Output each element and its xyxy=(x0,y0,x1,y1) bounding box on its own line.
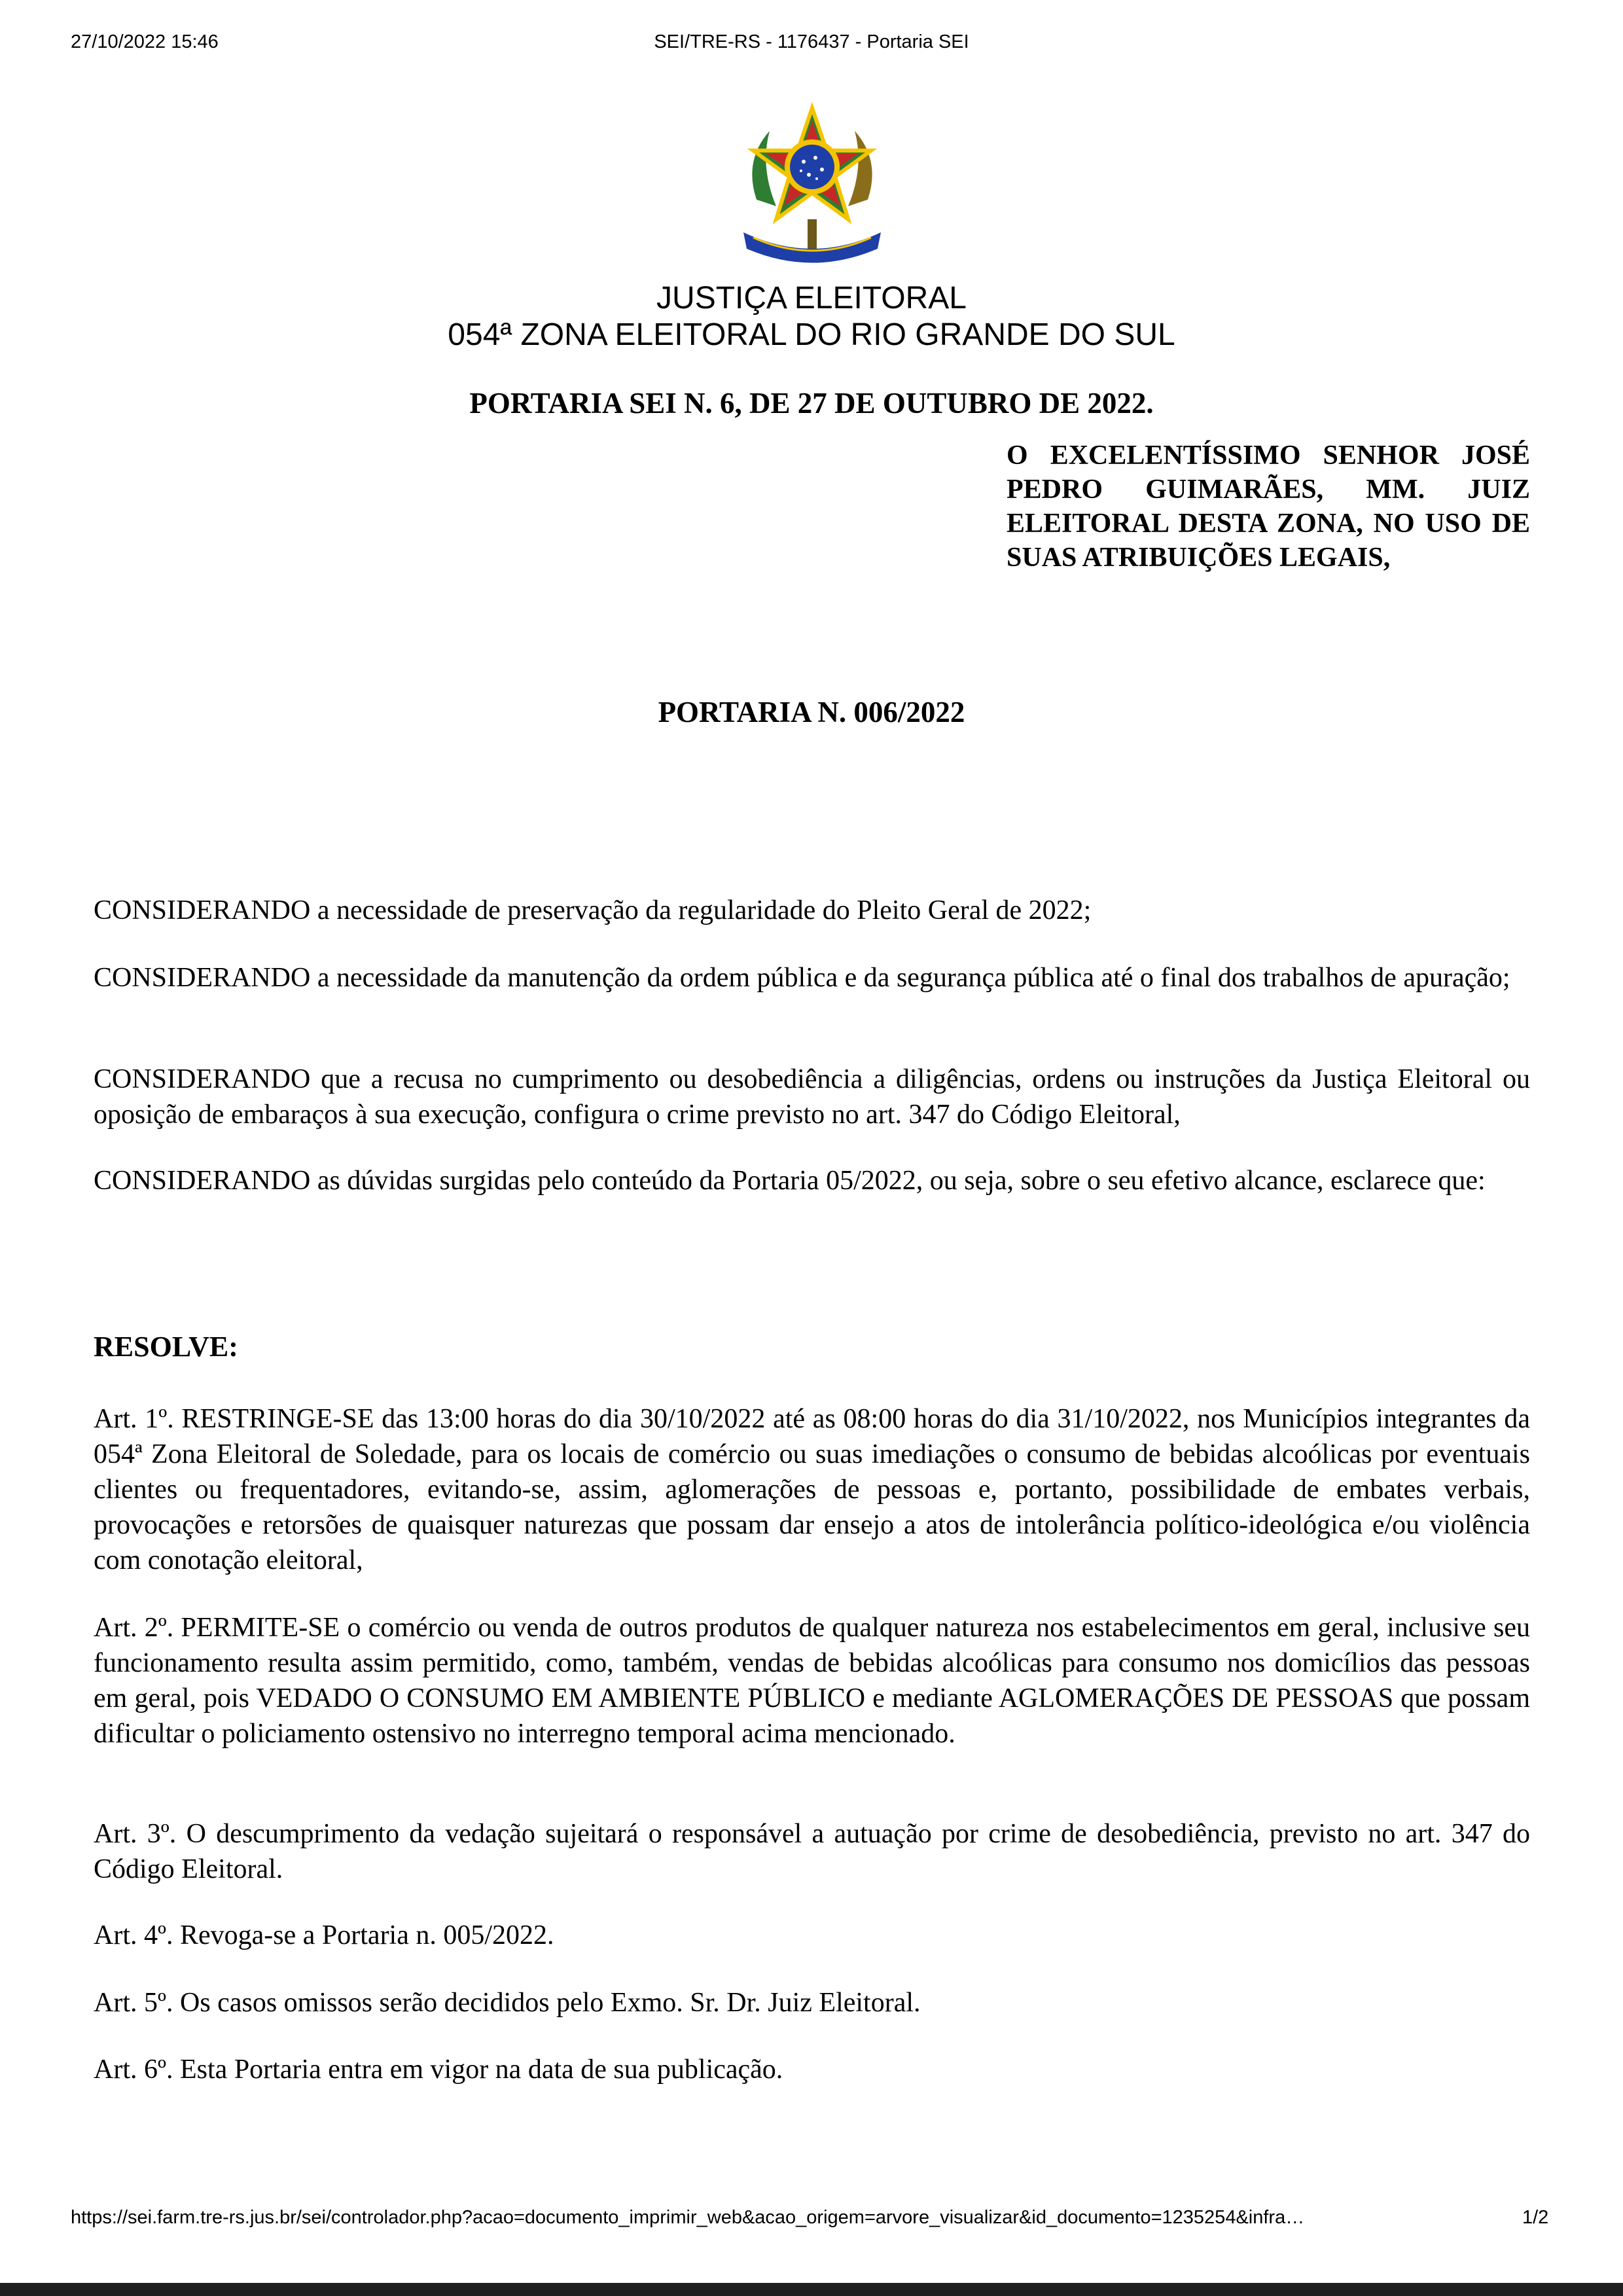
document-title: PORTARIA SEI N. 6, DE 27 DE OUTUBRO DE 2022. xyxy=(469,387,1154,420)
print-url: https://sei.farm.tre-rs.jus.br/sei/controlador.php?acao=documento_imprimir_web&acao_origem=arvore_visualizar&id_documento=1235254&infra… xyxy=(71,2207,1305,2228)
article-paragraph: Art. 5º. Os casos omissos serão decididos pelo Exmo. Sr. Dr. Juiz Eleitoral. xyxy=(94,1988,921,2018)
bottom-border xyxy=(0,2283,1623,2296)
issuing-authority: O EXCELENTÍSSIMO SENHOR JOSÉ PEDRO GUIMARÃES, MM. JUIZ ELEITORAL DESTA ZONA, NO USO DE SUAS ATRIBUIÇÕES LEGAIS, xyxy=(1007,440,1530,573)
consideration-paragraph: CONSIDERANDO que a recusa no cumprimento ou desobediência a diligências, ordens ou instruções da Justiça Eleitoral ou oposição de embaraços à sua execução, configura o crime previsto no art. 347 do Código Eleitoral, xyxy=(94,1064,1530,1130)
resolve-heading: RESOLVE: xyxy=(94,1331,238,1363)
article-paragraph: Art. 6º. Esta Portaria entra em vigor na data de sua publicação. xyxy=(94,2054,783,2085)
brazil-coat-of-arms-icon xyxy=(730,101,894,272)
ordinance-number: PORTARIA N. 006/2022 xyxy=(658,696,965,728)
print-datetime: 27/10/2022 15:46 xyxy=(71,31,219,52)
print-header xyxy=(0,31,1623,58)
consideration-paragraph: CONSIDERANDO as dúvidas surgidas pelo conteúdo da Portaria 05/2022, ou seja, sobre o seu efetivo alcance, esclarece que: xyxy=(94,1166,1486,1196)
page-number: 1/2 xyxy=(1522,2207,1549,2228)
agency-name: JUSTIÇA ELEITORAL xyxy=(656,281,967,315)
consideration-paragraph: CONSIDERANDO a necessidade da manutenção da ordem pública e da segurança pública até o final dos trabalhos de apuração; xyxy=(94,963,1510,993)
print-footer xyxy=(0,2207,1623,2233)
article-paragraph: Art. 3º. O descumprimento da vedação sujeitará o responsável a autuação por crime de desobediência, previsto no art. 347 do Código Eleitoral. xyxy=(94,1819,1530,1884)
article-paragraph: Art. 2º. PERMITE-SE o comércio ou venda de outros produtos de qualquer natureza nos estabelecimentos em geral, inclusive seu funcionamento resulta assim permitido, como, também, vendas de bebidas alcoólicas para consumo nos domicílios das pessoas em geral, pois VEDADO O CONSUMO EM AMBIENTE PÚBLICO e mediante AGLOMERAÇÕES DE PESSOAS que possam dificultar o policiamento ostensivo no interregno temporal acima mencionado. xyxy=(94,1613,1530,1749)
article-paragraph: Art. 4º. Revoga-se a Portaria n. 005/2022. xyxy=(94,1920,554,1950)
consideration-paragraph: CONSIDERANDO a necessidade de preservação da regularidade do Pleito Geral de 2022; xyxy=(94,895,1092,925)
print-page-title: SEI/TRE-RS - 1176437 - Portaria SEI xyxy=(654,31,969,52)
article-paragraph: Art. 1º. RESTRINGE-SE das 13:00 horas do dia 30/10/2022 até as 08:00 horas do dia 31/10/2022, nos Municípios integrantes da 054ª Zona Eleitoral de Soledade, para os locais de comércio ou suas imediações o consumo de bebidas alcoólicas por eventuais clientes ou frequentadores, evitando-se, assim, aglomerações de pessoas e, portanto, possibilidade de embates verbais, provocações e retorsões de quaisquer naturezas que possam dar ensejo a atos de intolerância político-ideológica e/ou violência com conotação eleitoral, xyxy=(94,1404,1530,1575)
agency-zone: 054ª ZONA ELEITORAL DO RIO GRANDE DO SUL xyxy=(448,317,1175,352)
